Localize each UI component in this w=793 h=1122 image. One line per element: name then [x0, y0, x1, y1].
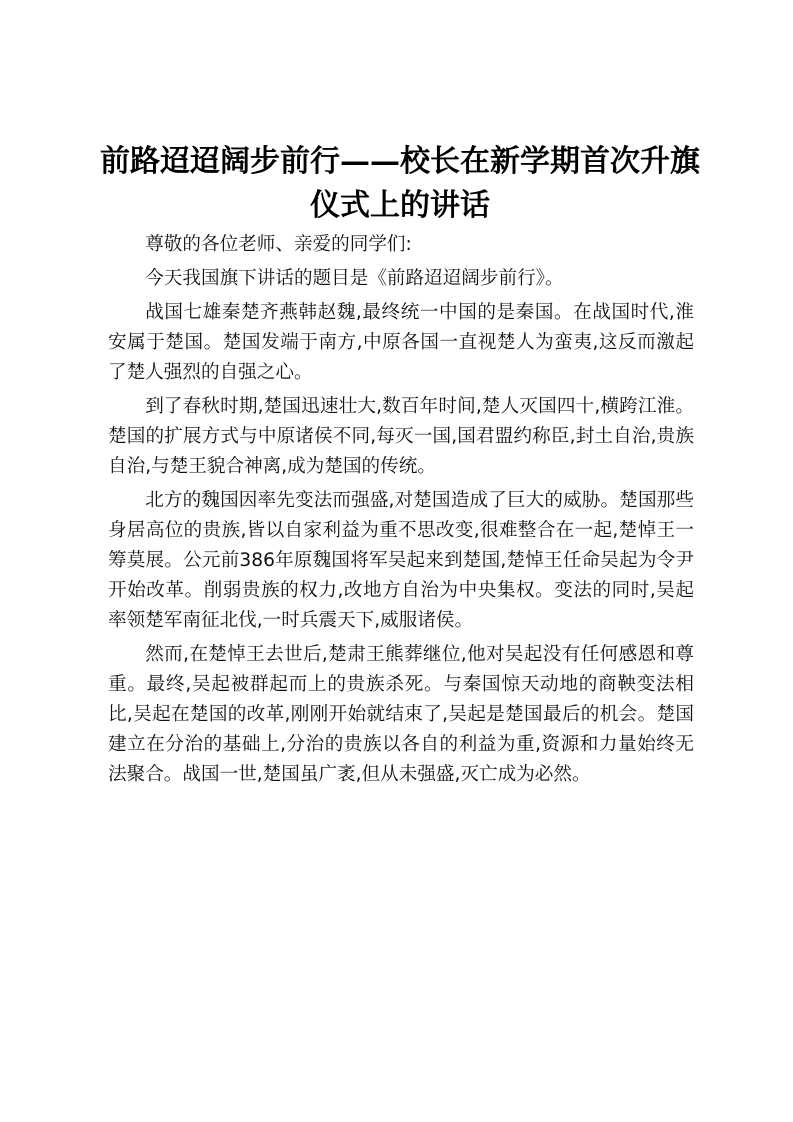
- paragraph-greeting: 尊敬的各位老师、亲爱的同学们:: [145, 234, 412, 255]
- document-title: 前路迢迢阔步前行——校长在新学期首次升旗仪式上的讲话: [100, 144, 700, 223]
- paragraph: 然而,在楚悼王去世后,楚肃王熊葬继位,他对吴起没有任何感恩和尊重。最终,吴起被群起而上的贵族杀死。与秦国惊天动地的商鞅变法相比,吴起在楚国的改革,刚刚开始就结束了,吴起是楚国最后的机会。楚国建立在分治的基础上,分治的贵族以各自的利益为重,资源和力量始终无法聚合。战国一世,楚国虽广袤,但从未强盛,灭亡成为必然。: [108, 644, 694, 785]
- paragraph-topic: 今天我国旗下讲话的题目是《前路迢迢阔步前行》。: [145, 268, 564, 289]
- document-body: [108, 230, 694, 794]
- paragraph: 北方的魏国因率先变法而强盛,对楚国造成了巨大的威胁。楚国那些身居高位的贵族,皆以自家利益为重不思改变,很难整合在一起,楚悼王一筹莫展。公元前386年原魏国将军吴起来到楚国,楚悼王任命吴起为令尹开始改革。削弱贵族的权力,改地方自治为中央集权。变法的同时,吴起率领楚军南征北伐,一时兵震天下,威服诸侯。: [108, 490, 694, 631]
- paragraph: 到了春秋时期,楚国迅速壮大,数百年时间,楚人灭国四十,横跨江淮。楚国的扩展方式与中原诸侯不同,每灭一国,国君盟约称臣,封土自治,贵族自治,与楚王貌合神离,成为楚国的传统。: [108, 396, 694, 477]
- paragraph: 战国七雄秦楚齐燕韩赵魏,最终统一中国的是秦国。在战国时代,淮安属于楚国。楚国发端于南方,中原各国一直视楚人为蛮夷,这反而激起了楚人强烈的自强之心。: [108, 302, 694, 383]
